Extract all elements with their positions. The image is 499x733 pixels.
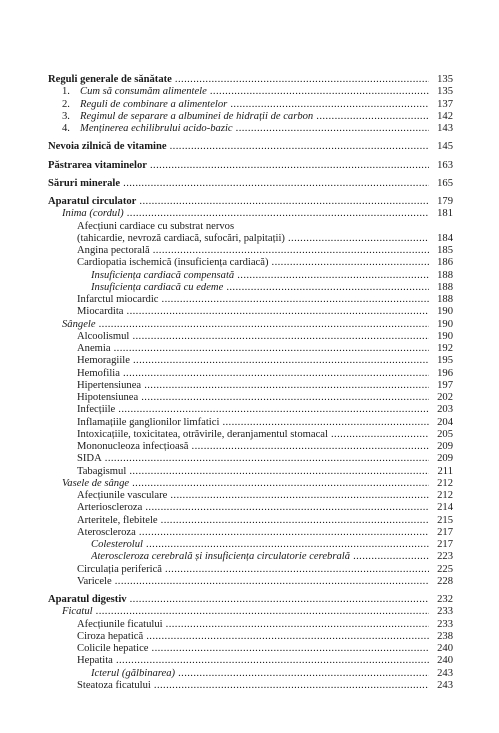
toc-entry: [48, 631, 453, 643]
toc-entry-page: 243: [429, 680, 453, 692]
toc-entry-title: Ciroza hepatică: [77, 630, 144, 642]
toc-entry: [48, 355, 453, 367]
toc-entry-page: 217: [429, 539, 453, 551]
toc-entry-title: Hepatita: [77, 655, 113, 667]
toc-entry-page: 232: [429, 594, 453, 606]
toc-entry: [48, 564, 453, 576]
toc-entry-title: 4. Menținerea echilibrului acido-bazic: [62, 123, 233, 134]
toc-entry: [48, 404, 453, 416]
toc-entry-title: Anemia: [77, 343, 111, 354]
toc-entry: [48, 294, 453, 306]
toc-entry-page: 188: [429, 270, 453, 282]
toc-entry-page: 211: [429, 466, 453, 478]
toc-entry: [48, 368, 453, 380]
toc-entry-number: 3.: [62, 110, 70, 122]
toc-entry-title: Ateroscleroza: [77, 526, 136, 538]
toc-entry-title: Afecțiunile vasculare: [77, 490, 168, 501]
toc-entry-title: Cardiopatia ischemică (insuficiența cardiacă): [77, 257, 269, 269]
toc-entry: [48, 178, 453, 190]
toc-section: [48, 178, 453, 190]
toc-entry-page: 212: [429, 478, 453, 490]
toc-entry: [48, 490, 453, 502]
toc-entry-title: Ateroscleroza cerebrală și insuficiența circulatorie cerebrală: [91, 551, 351, 563]
toc-entry-title: Circulația periferică: [77, 563, 162, 575]
toc-entry-title: Păstrarea vitaminelor: [48, 159, 147, 171]
toc-entry-page: 197: [429, 380, 453, 392]
toc-entry-title: Icterul (gălbinarea): [91, 667, 176, 679]
toc-entry-page: 196: [429, 368, 453, 380]
toc-entry-title: Aparatul digestiv: [48, 594, 127, 605]
toc-entry-page: 185: [429, 245, 453, 257]
toc-entry-title: Ficatul: [62, 606, 93, 618]
toc-entry-page: 145: [429, 141, 453, 153]
toc-entry-title: Inima (cordul): [62, 208, 124, 220]
toc-entry: [48, 245, 453, 257]
toc-entry-title: 1. Cum să consumăm alimentele: [62, 86, 207, 98]
toc-entry-page: 203: [429, 404, 453, 416]
toc-entry: [48, 478, 453, 490]
toc-entry-page: 238: [429, 631, 453, 643]
toc-entry-page: 215: [429, 515, 453, 527]
toc-entry-title: Intoxicațiile, toxicitatea, otrăvirile, deranjamentul stomacal: [77, 428, 328, 440]
toc-entry-page: 143: [429, 123, 453, 135]
toc-entry-page: 181: [429, 208, 453, 220]
toc-entry: [48, 576, 453, 588]
toc-entry-title: Colicile hepatice: [77, 643, 149, 654]
toc-entry: [48, 429, 453, 441]
toc-entry-title: Hemofilia: [77, 367, 120, 379]
toc-entry-page: 233: [429, 606, 453, 618]
toc-entry-title: Vasele de sânge: [62, 477, 130, 489]
toc-entry: [48, 606, 453, 618]
toc-entry-title: Hipotensiunea: [77, 392, 139, 403]
toc-entry-page: 135: [429, 86, 453, 98]
toc-section: [48, 141, 453, 153]
toc-entry-title: Arterioscleroza: [77, 502, 143, 514]
toc-entry-title: Angina pectorală: [77, 245, 150, 256]
toc-entry-title: Inflamațiile ganglionilor limfatici: [77, 416, 220, 428]
toc-entry-title: Hipertensiunea: [77, 379, 142, 391]
toc-entry-page: 179: [429, 196, 453, 208]
toc-entry-title: Miocardita: [77, 306, 124, 318]
toc-entry: [48, 453, 453, 465]
toc-entry-number: 2.: [62, 98, 70, 110]
toc-entry-page: 190: [429, 331, 453, 343]
toc-entry-title: Hemoragiile: [77, 355, 130, 367]
toc-entry: [48, 160, 453, 172]
toc-entry: [48, 74, 453, 86]
toc-entry-page: 195: [429, 355, 453, 367]
toc-entry: [48, 141, 453, 153]
toc-entry-title: Colesterolul: [91, 539, 143, 550]
toc-entry-page: 192: [429, 343, 453, 355]
toc-entry-page: 217: [429, 527, 453, 539]
toc-section: [48, 594, 453, 692]
toc-entry-page: 186: [429, 257, 453, 269]
toc-entry: [48, 196, 453, 208]
toc-entry-page: 209: [429, 453, 453, 465]
toc-entry-page: 212: [429, 490, 453, 502]
toc-entry-title: Nevoia zilnică de vitamine: [48, 141, 167, 153]
toc-entry-title: Insuficiența cardiacă compensată: [91, 269, 235, 281]
toc-entry-page: 240: [429, 655, 453, 667]
toc-entry-title: Infarctul miocardic: [77, 294, 159, 305]
toc-entry-title: 3. Regimul de separare a albuminei de hidrații de carbon: [62, 110, 314, 122]
toc-section: [48, 160, 453, 172]
toc-entry: [48, 221, 453, 233]
toc-entry: [48, 233, 453, 245]
toc-entry-page: 204: [429, 417, 453, 429]
toc-entry: [48, 594, 453, 606]
toc-entry-page: 233: [429, 619, 453, 631]
toc-entry-title: SIDA: [77, 453, 102, 465]
toc-entry-title: 2. Reguli de combinare a alimentelor: [62, 98, 228, 110]
toc-entry: [48, 319, 453, 331]
toc-entry-title: Tabagismul: [77, 465, 127, 477]
toc-entry: [48, 331, 453, 343]
toc-entry: [48, 111, 453, 123]
toc-entry-title: Varicele: [77, 575, 112, 587]
toc-entry-title: Reguli generale de sănătate: [48, 74, 172, 85]
toc-entry-page: 163: [429, 160, 453, 172]
toc-entry-page: 190: [429, 319, 453, 331]
toc-entry: [48, 643, 453, 655]
toc-entry-number: 1.: [62, 86, 70, 98]
toc-entry-page: 214: [429, 502, 453, 514]
toc-entry: [48, 466, 453, 478]
toc-entry-title: Alcoolismul: [77, 330, 130, 342]
toc-entry-title: Aparatul circulator: [48, 196, 137, 207]
toc-entry: [48, 619, 453, 631]
toc-entry: [48, 86, 453, 98]
table-of-contents: [48, 74, 453, 692]
toc-entry: [48, 257, 453, 269]
toc-entry-page: 223: [429, 551, 453, 563]
toc-entry-page: 225: [429, 564, 453, 576]
toc-entry-title: Săruri minerale: [48, 177, 121, 189]
toc-section: [48, 196, 453, 588]
toc-entry-page: 184: [429, 233, 453, 245]
toc-entry: [48, 343, 453, 355]
toc-entry-title: Afecțiuni cardiace cu substrat nervos: [77, 220, 235, 232]
toc-entry-title: Mononucleoza infecțioasă: [77, 441, 189, 452]
toc-entry-page: 202: [429, 392, 453, 404]
toc-entry-page: 205: [429, 429, 453, 441]
toc-entry-title: Arteritele, flebitele: [77, 514, 158, 526]
toc-entry: [48, 502, 453, 514]
toc-entry-title: Steatoza ficatului: [77, 679, 151, 691]
toc-entry-page: 228: [429, 576, 453, 588]
toc-entry: [48, 668, 453, 680]
toc-entry-page: 135: [429, 74, 453, 86]
toc-entry-number: 4.: [62, 123, 70, 134]
toc-entry-title: Insuficiența cardiacă cu edeme: [91, 281, 224, 293]
toc-entry: [48, 551, 453, 563]
toc-entry-page: 240: [429, 643, 453, 655]
toc-entry-page: 188: [429, 282, 453, 294]
toc-section: [48, 74, 453, 135]
toc-entry: [48, 539, 453, 551]
toc-entry-page: 190: [429, 306, 453, 318]
toc-entry: [48, 380, 453, 392]
toc-entry: [48, 441, 453, 453]
toc-entry: [48, 123, 453, 135]
toc-entry: [48, 655, 453, 667]
toc-entry-title: (tahicardie, nevroză cardiacă, sufocări, palpitații): [77, 232, 285, 244]
toc-entry-page: 188: [429, 294, 453, 306]
toc-entry-page: 209: [429, 441, 453, 453]
toc-entry-title: Sângele: [62, 318, 96, 330]
toc-entry: [48, 282, 453, 294]
toc-entry: [48, 515, 453, 527]
toc-entry-page: 142: [429, 111, 453, 123]
toc-entry: [48, 680, 453, 692]
toc-entry-page: 243: [429, 668, 453, 680]
toc-entry-page: 165: [429, 178, 453, 190]
toc-entry: [48, 527, 453, 539]
toc-entry: [48, 306, 453, 318]
toc-entry: [48, 208, 453, 220]
toc-entry: [48, 392, 453, 404]
toc-entry-title: Afecțiunile ficatului: [77, 618, 163, 630]
toc-entry: [48, 417, 453, 429]
toc-entry-page: 137: [429, 99, 453, 111]
toc-entry: [48, 270, 453, 282]
toc-entry-title: Infecțiile: [77, 404, 116, 416]
toc-entry: [48, 99, 453, 111]
